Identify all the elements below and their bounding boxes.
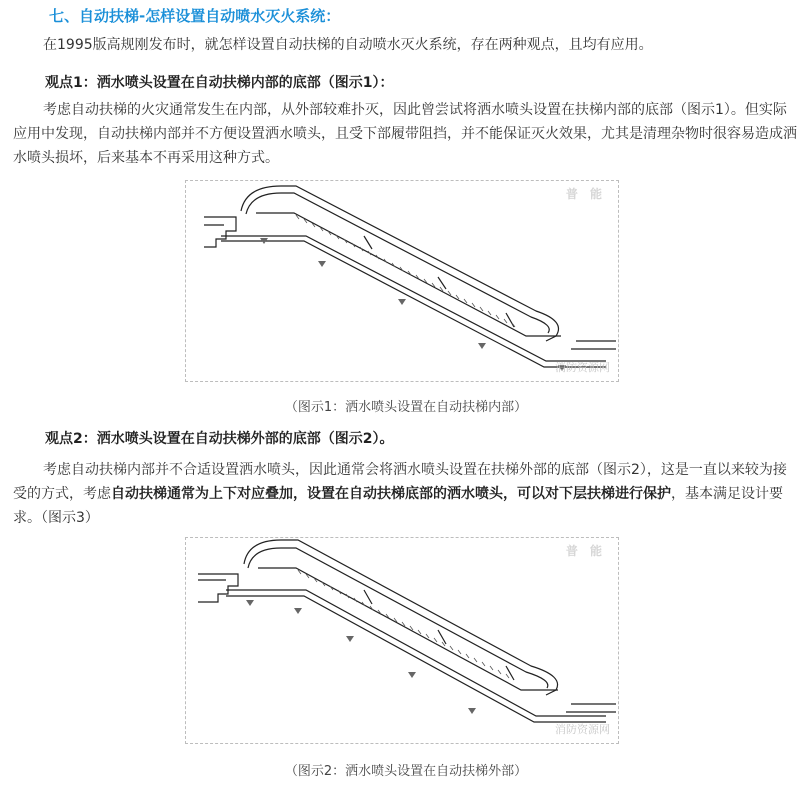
watermark-top-2: 普 能 bbox=[565, 544, 606, 558]
view2-paragraph bbox=[13, 458, 799, 530]
figure-1-caption: （图示1：洒水喷头设置在自动扶梯内部） bbox=[284, 400, 528, 415]
watermark-bottom-2: 消防资源网 bbox=[555, 723, 610, 736]
view2-text-bold: 自动扶梯通常为上下对应叠加，设置在自动扶梯底部的洒水喷头，可以对下层扶梯进行保护 bbox=[111, 486, 671, 502]
escalator-diagram-2 bbox=[186, 538, 618, 743]
escalator-diagram-1 bbox=[186, 181, 618, 381]
figure-2 bbox=[185, 537, 619, 744]
watermark-bottom-1: 消防资源网 bbox=[555, 361, 610, 374]
watermark-top-1: 普 能 bbox=[565, 187, 606, 201]
view1-paragraph: 考虑自动扶梯的火灾通常发生在内部，从外部较难扑灭，因此曾尝试将洒水喷头设置在扶梯内部的底部（图示1）。但实际应用中发现，自动扶梯内部并不方便设置洒水喷头，且受下部履带阻挡，并不能保证灭火效果，尤其是清理杂物时很容易造成洒水喷头损坏，后来基本不再采用这种方式。 bbox=[13, 102, 797, 166]
intro-paragraph: 在1995版高规刚发布时，就怎样设置自动扶梯的自动喷水灭火系统，存在两种观点，且均有应用。 bbox=[43, 37, 653, 53]
section-heading: 七、自动扶梯-怎样设置自动喷水灭火系统： bbox=[49, 7, 341, 25]
view2-title: 观点2：洒水喷头设置在自动扶梯外部的底部（图示2）。 bbox=[45, 431, 394, 447]
view1-title: 观点1：洒水喷头设置在自动扶梯内部的底部（图示1）： bbox=[45, 75, 394, 91]
figure-1 bbox=[185, 180, 619, 382]
view2-text-before: 考虑自动扶梯内部并不合适设置洒水喷头，因此通常会将洒水喷头设置在扶梯外部的底部（图示2），这是一直以来较为接受的方式，考虑 bbox=[13, 462, 787, 502]
view2-text-after: ，基本满足设计要求。（图示3） bbox=[13, 486, 783, 526]
figure-2-caption: （图示2：洒水喷头设置在自动扶梯外部） bbox=[284, 764, 528, 779]
